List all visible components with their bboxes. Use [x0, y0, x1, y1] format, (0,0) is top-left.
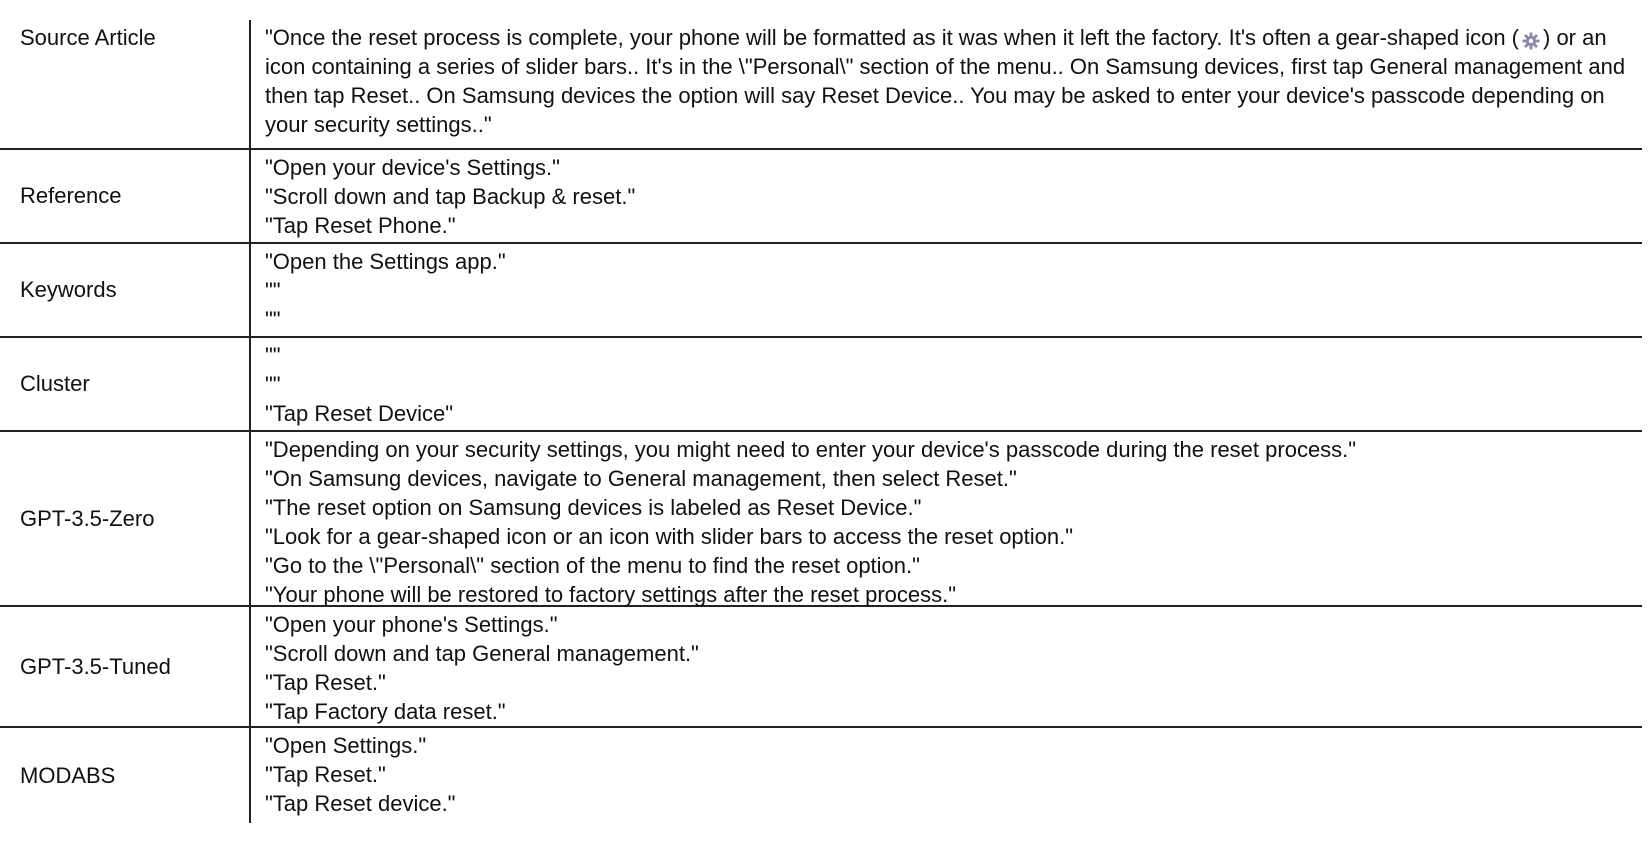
cluster-line: "": [265, 372, 281, 397]
source-text-part-1: "Once the reset process is complete, your phone will be formatted as it was when it left the factory. It's often a gear-shaped icon (: [265, 25, 1519, 50]
keywords-lines: [249, 244, 1642, 336]
row-reference: [0, 150, 1642, 244]
reference-lines: [249, 150, 1642, 242]
modabs-line: "Open Settings.": [265, 733, 427, 758]
cluster-lines: [249, 338, 1642, 430]
gpt-zero-lines: [249, 432, 1642, 605]
modabs-line: "Tap Reset device.": [265, 791, 456, 816]
keywords-line: "Open the Settings app.": [265, 249, 506, 274]
source-text-part-2: ) or an icon containing a series of slider bars.. It's in the \"Personal\" section of the menu.. On Samsung devices, first tap General management and then tap Reset.. On Samsung devices the option will say Reset Device.. You may be asked to enter your device's passcode depending on your security settings..": [265, 25, 1626, 137]
gear-icon: [1521, 31, 1541, 51]
row-label: Reference: [20, 183, 122, 208]
gpt-zero-line: "Your phone will be restored to factory settings after the reset process.": [265, 582, 957, 607]
gpt-zero-line: "Depending on your security settings, you might need to enter your device's passcode during the reset process.": [265, 437, 1357, 462]
gpt-tuned-line: "Tap Reset.": [265, 670, 386, 695]
keywords-line: "": [265, 307, 281, 332]
gpt-zero-line: "The reset option on Samsung devices is labeled as Reset Device.": [265, 495, 922, 520]
gpt-zero-line: "On Samsung devices, navigate to General management, then select Reset.": [265, 466, 1017, 491]
modabs-lines: [249, 728, 1642, 823]
gpt-zero-line: "Go to the \"Personal\" section of the menu to find the reset option.": [265, 553, 920, 578]
row-label: Keywords: [20, 277, 117, 302]
cluster-line: "": [265, 343, 281, 368]
gpt-tuned-line: "Scroll down and tap General management.": [265, 641, 699, 666]
row-gpt-3-5-tuned: [0, 607, 1642, 728]
row-gpt-3-5-zero: [0, 432, 1642, 607]
row-modabs: [0, 728, 1642, 823]
row-source-article: [0, 20, 1642, 150]
gpt-tuned-line: "Open your phone's Settings.": [265, 612, 558, 637]
row-keywords: [0, 244, 1642, 338]
cluster-line: "Tap Reset Device": [265, 401, 454, 426]
reference-line: "Tap Reset Phone.": [265, 213, 456, 238]
gpt-tuned-lines: [249, 607, 1642, 726]
gpt-tuned-line: "Tap Factory data reset.": [265, 699, 506, 724]
gpt-zero-line: "Look for a gear-shaped icon or an icon with slider bars to access the reset option.": [265, 524, 1074, 549]
source-article-text: [249, 20, 1642, 148]
keywords-line: "": [265, 278, 281, 303]
row-cluster: [0, 338, 1642, 432]
row-label: GPT-3.5-Tuned: [20, 653, 171, 679]
comparison-table: [0, 20, 1642, 823]
row-label: MODABS: [20, 762, 116, 788]
reference-line: "Scroll down and tap Backup & reset.": [265, 184, 636, 209]
row-label: GPT-3.5-Zero: [20, 505, 155, 531]
modabs-line: "Tap Reset.": [265, 762, 386, 787]
reference-line: "Open your device's Settings.": [265, 155, 560, 180]
row-label: Source Article: [20, 25, 156, 50]
row-label: Cluster: [20, 371, 90, 396]
